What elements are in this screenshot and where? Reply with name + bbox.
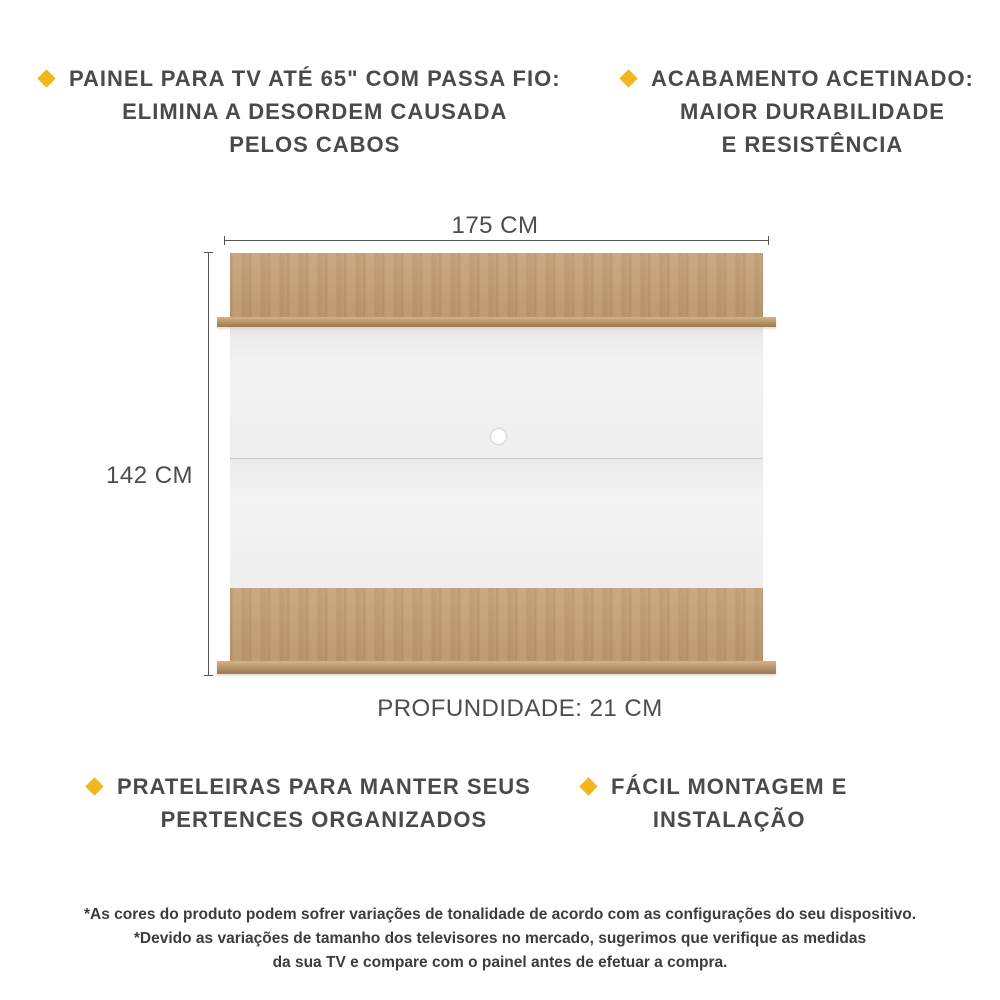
feature-line: E RESISTÊNCIA (721, 132, 904, 157)
diamond-bullet-icon (579, 777, 597, 795)
feature-line: PERTENCES ORGANIZADOS (160, 807, 488, 832)
feature-line: FÁCIL MONTAGEM E (611, 774, 848, 799)
white-panel-lower (230, 459, 763, 588)
width-tick-right (768, 236, 769, 245)
wood-top-panel (230, 253, 763, 318)
feature-finish (622, 62, 974, 161)
feature-line: INSTALAÇÃO (652, 807, 806, 832)
diamond-bullet-icon (619, 69, 637, 87)
feature-tv-panel (40, 62, 561, 161)
feature-shelves (88, 770, 531, 836)
disclaimer-line: *Devido as variações de tamanho dos televisores no mercado, sugerimos que verifique as medidas (133, 930, 867, 947)
height-tick-bottom (204, 675, 213, 676)
width-tick-left (224, 236, 225, 245)
width-dimension-label: 175 CM (451, 212, 539, 239)
feature-line: PELOS CABOS (229, 132, 401, 157)
diamond-bullet-icon (85, 777, 103, 795)
feature-line: ACABAMENTO ACETINADO: (651, 66, 974, 91)
height-tick-top (204, 252, 213, 253)
wood-bottom-panel (230, 588, 763, 662)
feature-line: ELIMINA A DESORDEM CAUSADA (122, 99, 508, 124)
feature-line: PRATELEIRAS PARA MANTER SEUS (117, 774, 531, 799)
disclaimer-line: da sua TV e compare com o painel antes de efetuar a compra. (272, 954, 728, 971)
top-shelf (217, 317, 776, 327)
width-dimension-line (224, 240, 769, 241)
height-dimension-label: 142 CM (106, 462, 194, 489)
feature-assembly (582, 770, 847, 836)
diamond-bullet-icon (37, 69, 55, 87)
depth-dimension-label: PROFUNDIDADE: 21 CM (377, 695, 663, 722)
feature-line: MAIOR DURABILIDADE (680, 99, 945, 124)
disclaimer-line: *As cores do produto podem sofrer variações de tonalidade de acordo com as configurações do seu dispositivo. (83, 906, 917, 923)
feature-line: PAINEL PARA TV ATÉ 65" COM PASSA FIO: (69, 66, 561, 91)
cable-hole-icon (491, 429, 506, 444)
disclaimer (0, 903, 1000, 975)
height-dimension-line (208, 252, 209, 676)
bottom-shelf (217, 661, 776, 674)
